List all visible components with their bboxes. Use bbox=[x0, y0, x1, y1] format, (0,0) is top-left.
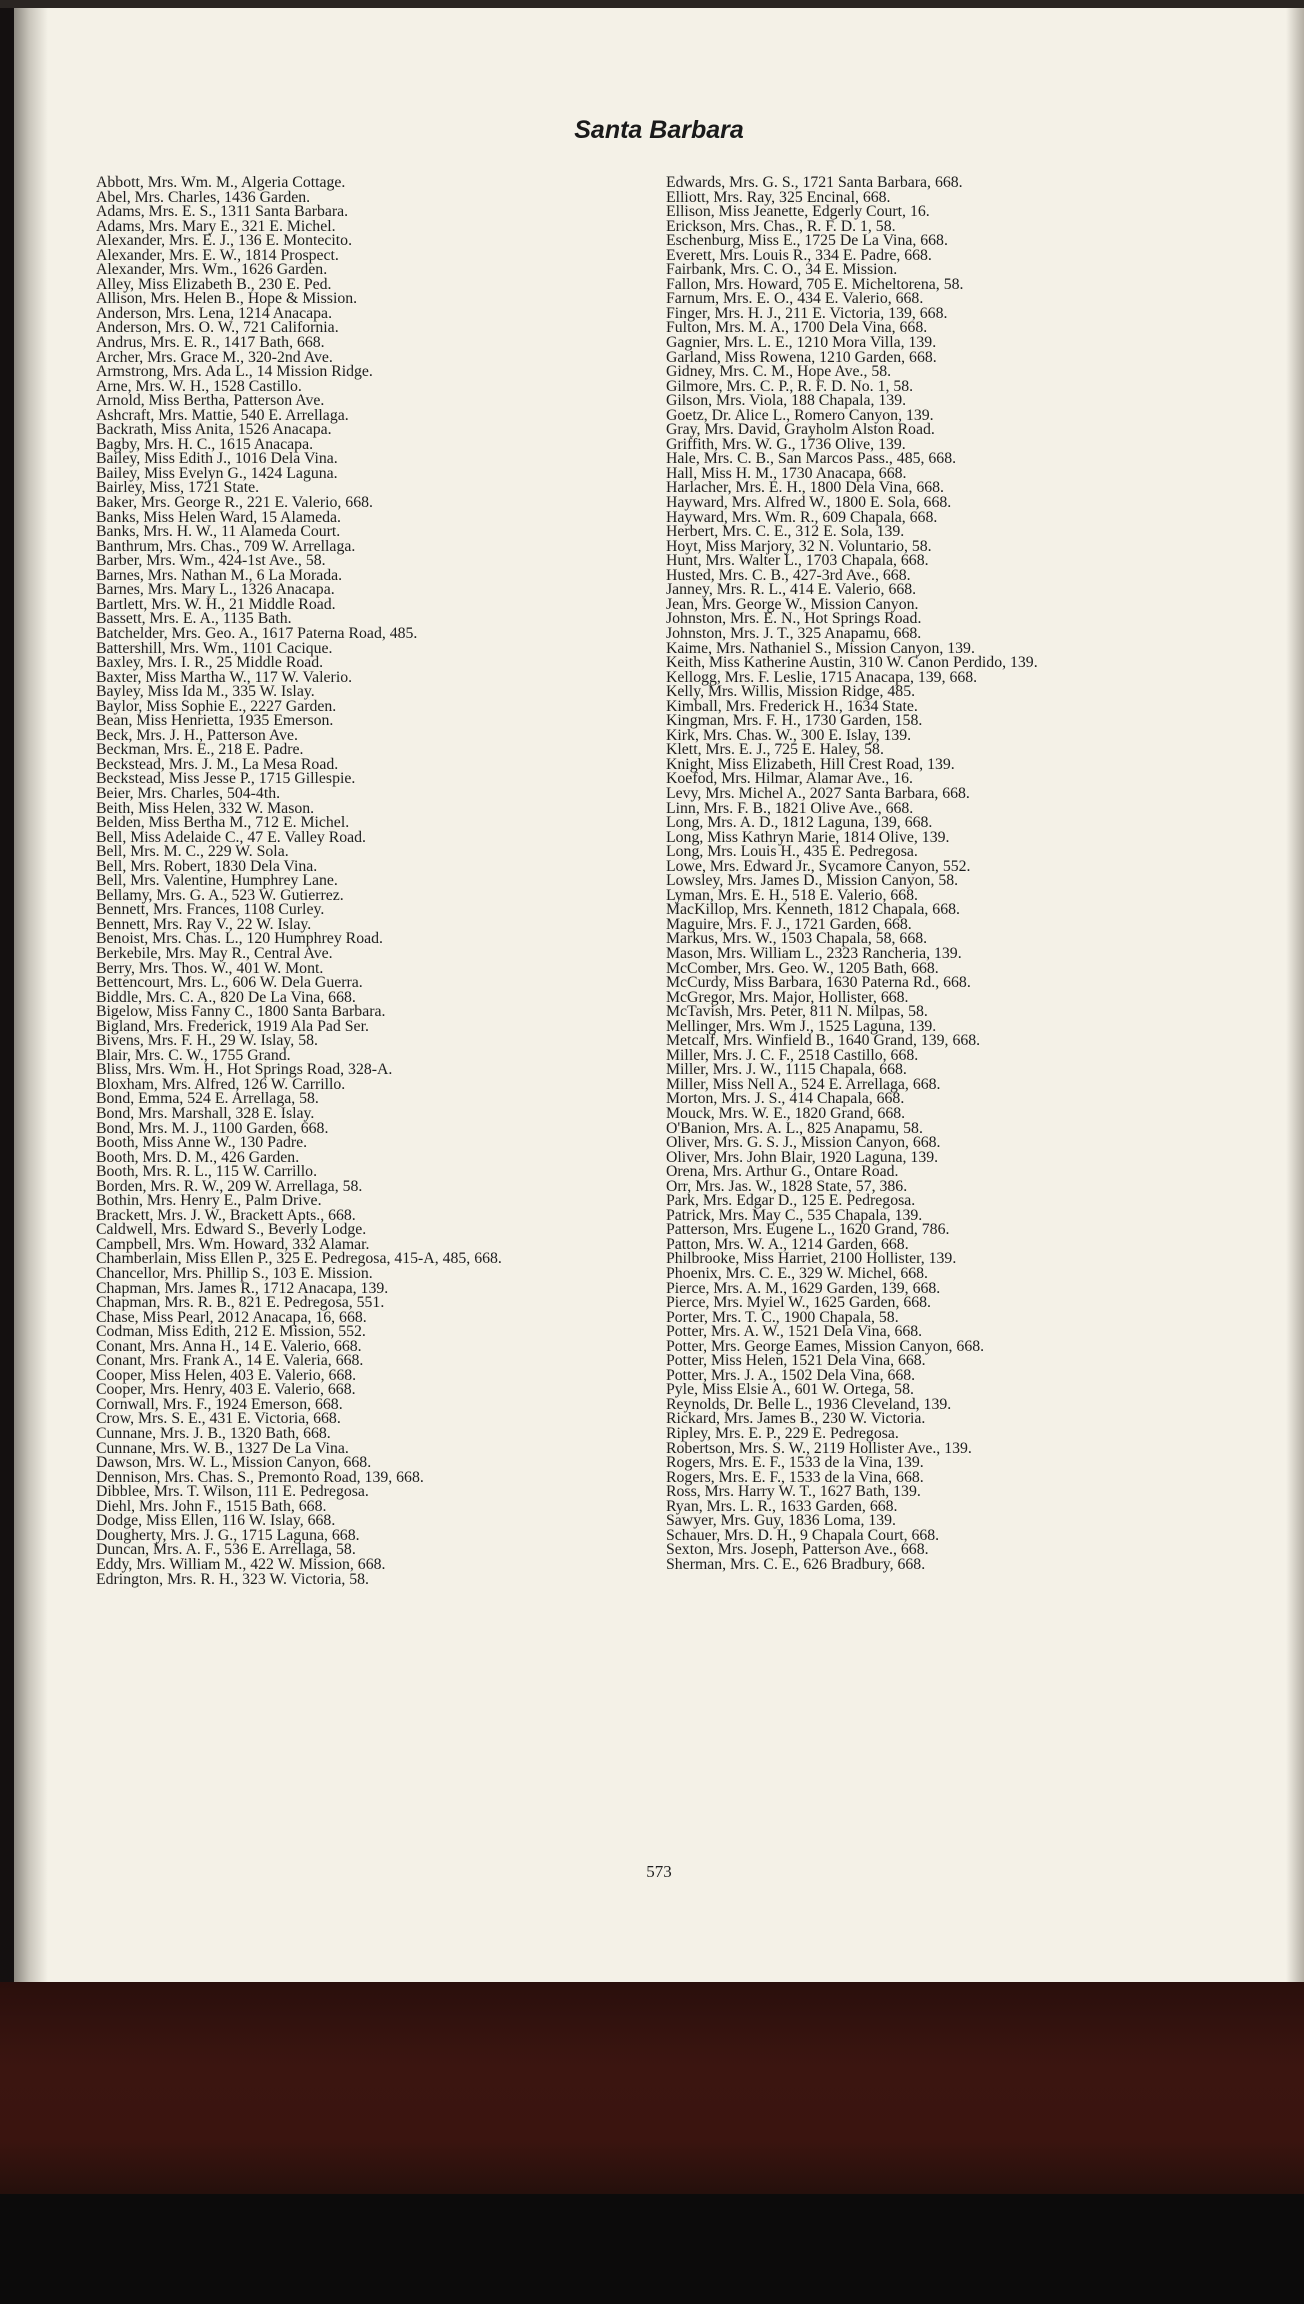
directory-entry: Bigelow, Miss Fanny C., 1800 Santa Barbara. bbox=[96, 1003, 386, 1021]
directory-entry: Adams, Mrs. E. S., 1311 Santa Barbara. bbox=[96, 203, 349, 221]
directory-entry: Robertson, Mrs. S. W., 2119 Hollister Ave., 139. bbox=[666, 1439, 972, 1457]
directory-entry: Dougherty, Mrs. J. G., 1715 Laguna, 668. bbox=[96, 1526, 360, 1544]
directory-entry: Bell, Mrs. Robert, 1830 Dela Vina. bbox=[96, 857, 318, 875]
directory-entry: Bettencourt, Mrs. L., 606 W. Dela Guerra. bbox=[96, 974, 363, 992]
directory-entry: Lowsley, Mrs. James D., Mission Canyon, 58. bbox=[666, 872, 959, 890]
directory-entry: Codman, Miss Edith, 212 E. Mission, 552. bbox=[96, 1323, 366, 1341]
directory-entry: Lyman, Mrs. E. H., 518 E. Valerio, 668. bbox=[666, 886, 918, 904]
directory-entry: Mouck, Mrs. W. E., 1820 Grand, 668. bbox=[666, 1105, 906, 1122]
directory-entry: McGregor, Mrs. Major, Hollister, 668. bbox=[666, 988, 909, 1006]
directory-entry: Pyle, Miss Elsie A., 601 W. Ortega, 58. bbox=[666, 1381, 914, 1399]
directory-entry: Bailey, Miss Edith J., 1016 Dela Vina. bbox=[96, 450, 338, 468]
directory-entry: Finger, Mrs. H. J., 211 E. Victoria, 139, 668. bbox=[666, 304, 948, 322]
directory-entry: Beier, Mrs. Charles, 504-4th. bbox=[96, 784, 281, 802]
directory-entry: Banks, Mrs. H. W., 11 Alameda Court. bbox=[96, 523, 341, 541]
directory-entry: Hall, Miss H. M., 1730 Anacapa, 668. bbox=[666, 464, 907, 482]
directory-entry: Cunnane, Mrs. J. B., 1320 Bath, 668. bbox=[96, 1425, 331, 1443]
directory-entry: Fairbank, Mrs. C. O., 34 E. Mission. bbox=[666, 261, 898, 279]
directory-entry: Abel, Mrs. Charles, 1436 Garden. bbox=[96, 188, 311, 206]
directory-entry: Hayward, Mrs. Alfred W., 1800 E. Sola, 668. bbox=[666, 494, 952, 512]
directory-entry: Potter, Mrs. A. W., 1521 Dela Vina, 668. bbox=[666, 1323, 923, 1341]
directory-entry: Oliver, Mrs. G. S. J., Mission Canyon, 668. bbox=[666, 1134, 941, 1152]
directory-entry: Borden, Mrs. R. W., 209 W. Arrellaga, 58. bbox=[96, 1177, 363, 1195]
directory-entry: Bond, Mrs. Marshall, 328 E. Islay. bbox=[96, 1105, 315, 1122]
directory-entry: Rogers, Mrs. E. F., 1533 de la Vina, 139. bbox=[666, 1454, 924, 1472]
directory-entry: Bell, Mrs. Valentine, Humphrey Lane. bbox=[96, 872, 338, 890]
directory-entry: Rickard, Mrs. James B., 230 W. Victoria. bbox=[666, 1410, 926, 1428]
directory-entry: Eschenburg, Miss E., 1725 De La Vina, 668. bbox=[666, 232, 948, 250]
directory-entry: Garland, Miss Rowena, 1210 Garden, 668. bbox=[666, 348, 937, 366]
directory-entry: Miller, Mrs. J. W., 1115 Chapala, 668. bbox=[666, 1061, 907, 1079]
directory-entry: Beckstead, Mrs. J. M., La Mesa Road. bbox=[96, 755, 339, 773]
directory-entry: Berkebile, Mrs. May R., Central Ave. bbox=[96, 944, 333, 962]
directory-entry: Klett, Mrs. E. J., 725 E. Haley, 58. bbox=[666, 741, 884, 759]
directory-entry: Long, Mrs. A. D., 1812 Laguna, 139, 668. bbox=[666, 814, 933, 832]
directory-entry: Orena, Mrs. Arthur G., Ontare Road. bbox=[666, 1163, 899, 1181]
directory-entry: Cornwall, Mrs. F., 1924 Emerson, 668. bbox=[96, 1395, 343, 1413]
directory-entry: Ryan, Mrs. L. R., 1633 Garden, 668. bbox=[666, 1497, 898, 1515]
directory-entry: Potter, Mrs. George Eames, Mission Canyon, 668. bbox=[666, 1337, 985, 1355]
directory-entry: Sherman, Mrs. C. E., 626 Bradbury, 668. bbox=[666, 1555, 926, 1573]
directory-entry: Rogers, Mrs. E. F., 1533 de la Vina, 668. bbox=[666, 1468, 924, 1486]
directory-entry: Bartlett, Mrs. W. H., 21 Middle Road. bbox=[96, 595, 336, 613]
page-title: Santa Barbara bbox=[574, 116, 744, 144]
directory-entry: Oliver, Mrs. John Blair, 1920 Laguna, 139. bbox=[666, 1148, 939, 1166]
directory-entry: Ashcraft, Mrs. Mattie, 540 E. Arrellaga. bbox=[96, 406, 349, 424]
directory-entry: Chapman, Mrs. R. B., 821 E. Pedregosa, 551. bbox=[96, 1294, 385, 1312]
directory-entry: Armstrong, Mrs. Ada L., 14 Mission Ridge. bbox=[96, 363, 373, 381]
directory-entry: Eddy, Mrs. William M., 422 W. Mission, 668. bbox=[96, 1555, 386, 1573]
directory-entry: Linn, Mrs. F. B., 1821 Olive Ave., 668. bbox=[666, 799, 914, 817]
directory-entry: Markus, Mrs. W., 1503 Chapala, 58, 668. bbox=[666, 930, 928, 948]
directory-entry: Backrath, Miss Anita, 1526 Anacapa. bbox=[96, 421, 332, 439]
directory-entry: Miller, Miss Nell A., 524 E. Arrellaga, 668. bbox=[666, 1075, 941, 1093]
directory-entry: Abbott, Mrs. Wm. M., Algeria Cottage. bbox=[96, 174, 346, 191]
directory-entry: Booth, Mrs. R. L., 115 W. Carrillo. bbox=[96, 1163, 318, 1181]
directory-entry: Bigland, Mrs. Frederick, 1919 Ala Pad Ser. bbox=[96, 1017, 369, 1035]
directory-entry: Hale, Mrs. C. B., San Marcos Pass., 485, 668. bbox=[666, 450, 957, 468]
directory-entry: Jean, Mrs. George W., Mission Canyon. bbox=[666, 595, 919, 613]
directory-entry: Patterson, Mrs. Eugene L., 1620 Grand, 786. bbox=[666, 1221, 950, 1239]
directory-entry: Alexander, Mrs. E. W., 1814 Prospect. bbox=[96, 246, 339, 264]
directory-entry: Kelly, Mrs. Willis, Mission Ridge, 485. bbox=[666, 683, 916, 701]
directory-entry: Beckman, Mrs. E., 218 E. Padre. bbox=[96, 741, 304, 759]
directory-entry: Alexander, Mrs. Wm., 1626 Garden. bbox=[96, 261, 328, 279]
directory-entry: Benoist, Mrs. Chas. L., 120 Humphrey Road. bbox=[96, 930, 383, 948]
directory-entry: Bassett, Mrs. E. A., 1135 Bath. bbox=[96, 610, 292, 628]
directory-entry: Biddle, Mrs. C. A., 820 De La Vina, 668. bbox=[96, 988, 356, 1006]
directory-entry: Bond, Emma, 524 E. Arrellaga, 58. bbox=[96, 1090, 319, 1108]
directory-entry: Park, Mrs. Edgar D., 125 E. Pedregosa. bbox=[666, 1192, 916, 1210]
directory-entry: Porter, Mrs. T. C., 1900 Chapala, 58. bbox=[666, 1308, 899, 1326]
directory-entry: Bloxham, Mrs. Alfred, 126 W. Carrillo. bbox=[96, 1075, 346, 1093]
directory-entry: Dodge, Miss Ellen, 116 W. Islay, 668. bbox=[96, 1512, 336, 1530]
directory-entry: Patrick, Mrs. May C., 535 Chapala, 139. bbox=[666, 1206, 923, 1224]
directory-entry: Bothin, Mrs. Henry E., Palm Drive. bbox=[96, 1192, 322, 1210]
directory-entry: Husted, Mrs. C. B., 427-3rd Ave., 668. bbox=[666, 566, 911, 584]
directory-entry: Griffith, Mrs. W. G., 1736 Olive, 139. bbox=[666, 435, 906, 453]
directory-entry: Bean, Miss Henrietta, 1935 Emerson. bbox=[96, 712, 334, 730]
directory-entry: Mellinger, Mrs. Wm J., 1525 Laguna, 139. bbox=[666, 1017, 937, 1035]
directory-entry: Kaime, Mrs. Nathaniel S., Mission Canyon, 139. bbox=[666, 639, 975, 657]
directory-entry: Hayward, Mrs. Wm. R., 609 Chapala, 668. bbox=[666, 508, 938, 526]
page-number: 573 bbox=[646, 1862, 672, 1881]
directory-entry: Kimball, Mrs. Frederick H., 1634 State. bbox=[666, 697, 918, 715]
directory-entry: Harlacher, Mrs. E. H., 1800 Dela Vina, 668. bbox=[666, 479, 945, 497]
directory-entry: Gagnier, Mrs. L. E., 1210 Mora Villa, 139. bbox=[666, 334, 937, 352]
directory-entry: Erickson, Mrs. Chas., R. F. D. 1, 58. bbox=[666, 217, 896, 235]
directory-entry: Cunnane, Mrs. W. B., 1327 De La Vina. bbox=[96, 1439, 349, 1457]
directory-entry: Farnum, Mrs. E. O., 434 E. Valerio, 668. bbox=[666, 290, 924, 308]
directory-entry: Sawyer, Mrs. Guy, 1836 Loma, 139. bbox=[666, 1512, 897, 1530]
directory-entry: Anderson, Mrs. Lena, 1214 Anacapa. bbox=[96, 304, 333, 322]
directory-entry: O'Banion, Mrs. A. L., 825 Anapamu, 58. bbox=[666, 1119, 923, 1137]
directory-entry: Orr, Mrs. Jas. W., 1828 State, 57, 386. bbox=[666, 1177, 908, 1195]
directory-entry: Ripley, Mrs. E. P., 229 E. Pedregosa. bbox=[666, 1425, 899, 1443]
directory-entry: McTavish, Mrs. Peter, 811 N. Milpas, 58. bbox=[666, 1003, 928, 1021]
directory-entry: Barnes, Mrs. Mary L., 1326 Anacapa. bbox=[96, 581, 335, 599]
directory-entry: Duncan, Mrs. A. F., 536 E. Arrellaga, 58. bbox=[96, 1541, 356, 1559]
directory-entry: Patton, Mrs. W. A., 1214 Garden, 668. bbox=[666, 1235, 909, 1253]
directory-entry: Cooper, Mrs. Henry, 403 E. Valerio, 668. bbox=[96, 1381, 356, 1399]
directory-entry: Long, Mrs. Louis H., 435 E. Pedregosa. bbox=[666, 843, 918, 861]
directory-entry: Banthrum, Mrs. Chas., 709 W. Arrellaga. bbox=[96, 537, 356, 555]
directory-entry: Berry, Mrs. Thos. W., 401 W. Mont. bbox=[96, 959, 324, 977]
book-cover-binding bbox=[0, 1982, 1304, 2194]
left-column bbox=[96, 176, 676, 1587]
scan-top-strip bbox=[0, 0, 1304, 8]
directory-entry: Banks, Miss Helen Ward, 15 Alameda. bbox=[96, 508, 342, 526]
directory-entry: Crow, Mrs. S. E., 431 E. Victoria, 668. bbox=[96, 1410, 341, 1428]
book-page bbox=[14, 8, 1304, 1982]
directory-entry: Potter, Miss Helen, 1521 Dela Vina, 668. bbox=[666, 1352, 926, 1370]
directory-entry: Gilson, Mrs. Viola, 188 Chapala, 139. bbox=[666, 392, 907, 410]
directory-entry: Reynolds, Dr. Belle L., 1936 Cleveland, 139. bbox=[666, 1395, 952, 1413]
directory-entry: Potter, Mrs. J. A., 1502 Dela Vina, 668. bbox=[666, 1366, 916, 1384]
directory-entry: Keith, Miss Katherine Austin, 310 W. Canon Perdido, 139. bbox=[666, 654, 1038, 672]
directory-entry: Bagby, Mrs. H. C., 1615 Anacapa. bbox=[96, 435, 314, 453]
directory-entry: Andrus, Mrs. E. R., 1417 Bath, 668. bbox=[96, 334, 325, 352]
right-column bbox=[666, 176, 1286, 1573]
directory-entry: Kellogg, Mrs. F. Leslie, 1715 Anacapa, 139, 668. bbox=[666, 668, 978, 686]
directory-entry: Allison, Mrs. Helen B., Hope & Mission. bbox=[96, 290, 358, 308]
directory-entry: Blair, Mrs. C. W., 1755 Grand. bbox=[96, 1046, 291, 1064]
directory-entry: Campbell, Mrs. Wm. Howard, 332 Alamar. bbox=[96, 1235, 370, 1253]
directory-entry: Conant, Mrs. Anna H., 14 E. Valerio, 668. bbox=[96, 1337, 362, 1355]
directory-entry: Hunt, Mrs. Walter L., 1703 Chapala, 668. bbox=[666, 552, 929, 570]
directory-entry: Lowe, Mrs. Edward Jr., Sycamore Canyon, 552. bbox=[666, 857, 971, 875]
directory-entry: Batchelder, Mrs. Geo. A., 1617 Paterna Road, 485. bbox=[96, 624, 418, 642]
directory-entry: Caldwell, Mrs. Edward S., Beverly Lodge. bbox=[96, 1221, 367, 1239]
directory-entry: Cooper, Miss Helen, 403 E. Valerio, 668. bbox=[96, 1366, 357, 1384]
directory-entry: Brackett, Mrs. J. W., Brackett Apts., 668. bbox=[96, 1206, 356, 1224]
directory-entry: Beckstead, Miss Jesse P., 1715 Gillespie. bbox=[96, 770, 356, 788]
directory-entry: Bellamy, Mrs. G. A., 523 W. Gutierrez. bbox=[96, 886, 344, 904]
directory-entry: Belden, Miss Bertha M., 712 E. Michel. bbox=[96, 814, 350, 832]
directory-entry: Bond, Mrs. M. J., 1100 Garden, 668. bbox=[96, 1119, 329, 1137]
directory-entry: Bailey, Miss Evelyn G., 1424 Laguna. bbox=[96, 464, 338, 482]
directory-entry: Arne, Mrs. W. H., 1528 Castillo. bbox=[96, 377, 302, 395]
directory-entry: Chapman, Mrs. James R., 1712 Anacapa, 139. bbox=[96, 1279, 389, 1297]
directory-entry: Fulton, Mrs. M. A., 1700 Dela Vina, 668. bbox=[666, 319, 928, 337]
directory-entry: Miller, Mrs. J. C. F., 2518 Castillo, 668. bbox=[666, 1046, 919, 1064]
directory-entry: Baxley, Mrs. I. R., 25 Middle Road. bbox=[96, 654, 324, 672]
directory-entry: Long, Miss Kathryn Marie, 1814 Olive, 139. bbox=[666, 828, 950, 846]
directory-entry: Battershill, Mrs. Wm., 1101 Cacique. bbox=[96, 639, 333, 657]
directory-entry: Fallon, Mrs. Howard, 705 E. Micheltorena, 58. bbox=[666, 275, 964, 293]
directory-entry: Levy, Mrs. Michel A., 2027 Santa Barbara, 668. bbox=[666, 784, 970, 802]
directory-entry: McComber, Mrs. Geo. W., 1205 Bath, 668. bbox=[666, 959, 939, 977]
directory-entry: Bivens, Mrs. F. H., 29 W. Islay, 58. bbox=[96, 1032, 318, 1050]
directory-entry: Everett, Mrs. Louis R., 334 E. Padre, 668. bbox=[666, 246, 932, 264]
directory-entry: Morton, Mrs. J. S., 414 Chapala, 668. bbox=[666, 1090, 905, 1108]
directory-entry: Gilmore, Mrs. C. P., R. F. D. No. 1, 58. bbox=[666, 377, 914, 395]
directory-entry: Edrington, Mrs. R. H., 323 W. Victoria, 58. bbox=[96, 1570, 370, 1588]
directory-entry: Diehl, Mrs. John F., 1515 Bath, 668. bbox=[96, 1497, 327, 1515]
directory-entry: Pierce, Mrs. Myiel W., 1625 Garden, 668. bbox=[666, 1294, 931, 1312]
directory-entry: Chamberlain, Miss Ellen P., 325 E. Pedregosa, 415-A, 485, 668. bbox=[96, 1250, 502, 1268]
directory-entry: Pierce, Mrs. A. M., 1629 Garden, 139, 668. bbox=[666, 1279, 941, 1297]
directory-entry: Johnston, Mrs. J. T., 325 Anapamu, 668. bbox=[666, 624, 922, 642]
directory-entry: Goetz, Dr. Alice L., Romero Canyon, 139. bbox=[666, 406, 934, 424]
directory-entry: Ross, Mrs. Harry W. T., 1627 Bath, 139. bbox=[666, 1483, 921, 1501]
directory-entry: Bell, Mrs. M. C., 229 W. Sola. bbox=[96, 843, 289, 861]
directory-entry: Booth, Miss Anne W., 130 Padre. bbox=[96, 1134, 308, 1152]
directory-entry: Kirk, Mrs. Chas. W., 300 E. Islay, 139. bbox=[666, 726, 912, 744]
directory-entry: Barnes, Mrs. Nathan M., 6 La Morada. bbox=[96, 566, 343, 584]
directory-entry: Chancellor, Mrs. Phillip S., 103 E. Mission. bbox=[96, 1265, 373, 1283]
directory-entry: Adams, Mrs. Mary E., 321 E. Michel. bbox=[96, 217, 336, 235]
directory-entry: Barber, Mrs. Wm., 424-1st Ave., 58. bbox=[96, 552, 326, 570]
directory-entry: Herbert, Mrs. C. E., 312 E. Sola, 139. bbox=[666, 523, 905, 541]
directory-entry: Gray, Mrs. David, Grayholm Alston Road. bbox=[666, 421, 935, 439]
directory-entry: Dennison, Mrs. Chas. S., Premonto Road, 139, 668. bbox=[96, 1468, 424, 1486]
directory-entry: Johnston, Mrs. E. N., Hot Springs Road. bbox=[666, 610, 922, 628]
directory-entry: Baker, Mrs. George R., 221 E. Valerio, 668. bbox=[96, 494, 373, 512]
directory-entry: Bairley, Miss, 1721 State. bbox=[96, 479, 260, 497]
directory-entry: Booth, Mrs. D. M., 426 Garden. bbox=[96, 1148, 300, 1166]
directory-entry: Bennett, Mrs. Frances, 1108 Curley. bbox=[96, 901, 325, 919]
directory-entry: Bennett, Mrs. Ray V., 22 W. Islay. bbox=[96, 915, 312, 933]
directory-entry: Dibblee, Mrs. T. Wilson, 111 E. Pedregosa. bbox=[96, 1483, 369, 1501]
directory-entry: Edwards, Mrs. G. S., 1721 Santa Barbara, 668. bbox=[666, 174, 963, 191]
directory-entry: Knight, Miss Elizabeth, Hill Crest Road, 139. bbox=[666, 755, 955, 773]
directory-entry: Conant, Mrs. Frank A., 14 E. Valeria, 668. bbox=[96, 1352, 364, 1370]
directory-entry: Baxter, Miss Martha W., 117 W. Valerio. bbox=[96, 668, 353, 686]
directory-entry: Hoyt, Miss Marjory, 32 N. Voluntario, 58. bbox=[666, 537, 932, 555]
directory-entry: Archer, Mrs. Grace M., 320-2nd Ave. bbox=[96, 348, 333, 366]
directory-entry: Metcalf, Mrs. Winfield B., 1640 Grand, 139, 668. bbox=[666, 1032, 981, 1050]
directory-entry: Beith, Miss Helen, 332 W. Mason. bbox=[96, 799, 315, 817]
directory-entry: Schauer, Mrs. D. H., 9 Chapala Court, 668. bbox=[666, 1526, 940, 1544]
directory-entry: Anderson, Mrs. O. W., 721 California. bbox=[96, 319, 339, 337]
directory-entry: Dawson, Mrs. W. L., Mission Canyon, 668. bbox=[96, 1454, 372, 1472]
directory-entry: MacKillop, Mrs. Kenneth, 1812 Chapala, 668. bbox=[666, 901, 960, 919]
directory-entry: McCurdy, Miss Barbara, 1630 Paterna Rd., 668. bbox=[666, 974, 971, 992]
directory-entry: Kingman, Mrs. F. H., 1730 Garden, 158. bbox=[666, 712, 923, 730]
directory-entry: Janney, Mrs. R. L., 414 E. Valerio, 668. bbox=[666, 581, 917, 599]
directory-entry: Koefod, Mrs. Hilmar, Alamar Ave., 16. bbox=[666, 770, 913, 788]
book-gutter bbox=[14, 8, 48, 1982]
directory-entry: Gidney, Mrs. C. M., Hope Ave., 58. bbox=[666, 363, 892, 381]
directory-entry: Philbrooke, Miss Harriet, 2100 Hollister, 139. bbox=[666, 1250, 957, 1268]
directory-entry: Chase, Miss Pearl, 2012 Anacapa, 16, 668. bbox=[96, 1308, 367, 1326]
directory-entry: Bayley, Miss Ida M., 335 W. Islay. bbox=[96, 683, 315, 701]
directory-entry: Maguire, Mrs. F. J., 1721 Garden, 668. bbox=[666, 915, 912, 933]
directory-entry: Elliott, Mrs. Ray, 325 Encinal, 668. bbox=[666, 188, 891, 206]
page-edge-shadow bbox=[1286, 8, 1304, 1982]
directory-entry: Beck, Mrs. J. H., Patterson Ave. bbox=[96, 726, 298, 744]
directory-entry: Mason, Mrs. William L., 2323 Rancheria, 139. bbox=[666, 944, 962, 962]
directory-entry: Bliss, Mrs. Wm. H., Hot Springs Road, 328-A. bbox=[96, 1061, 393, 1079]
scanner-background bbox=[0, 2194, 1304, 2304]
directory-entry: Sexton, Mrs. Joseph, Patterson Ave., 668. bbox=[666, 1541, 929, 1559]
directory-entry: Alexander, Mrs. E. J., 136 E. Montecito. bbox=[96, 232, 353, 250]
directory-entry: Arnold, Miss Bertha, Patterson Ave. bbox=[96, 392, 325, 410]
directory-entry: Bell, Miss Adelaide C., 47 E. Valley Road. bbox=[96, 828, 366, 846]
directory-entry: Phoenix, Mrs. C. E., 329 W. Michel, 668. bbox=[666, 1265, 928, 1283]
directory-entry: Ellison, Miss Jeanette, Edgerly Court, 16. bbox=[666, 203, 930, 221]
directory-entry: Baylor, Miss Sophie E., 2227 Garden. bbox=[96, 697, 337, 715]
directory-entry: Alley, Miss Elizabeth B., 230 E. Ped. bbox=[96, 275, 332, 293]
